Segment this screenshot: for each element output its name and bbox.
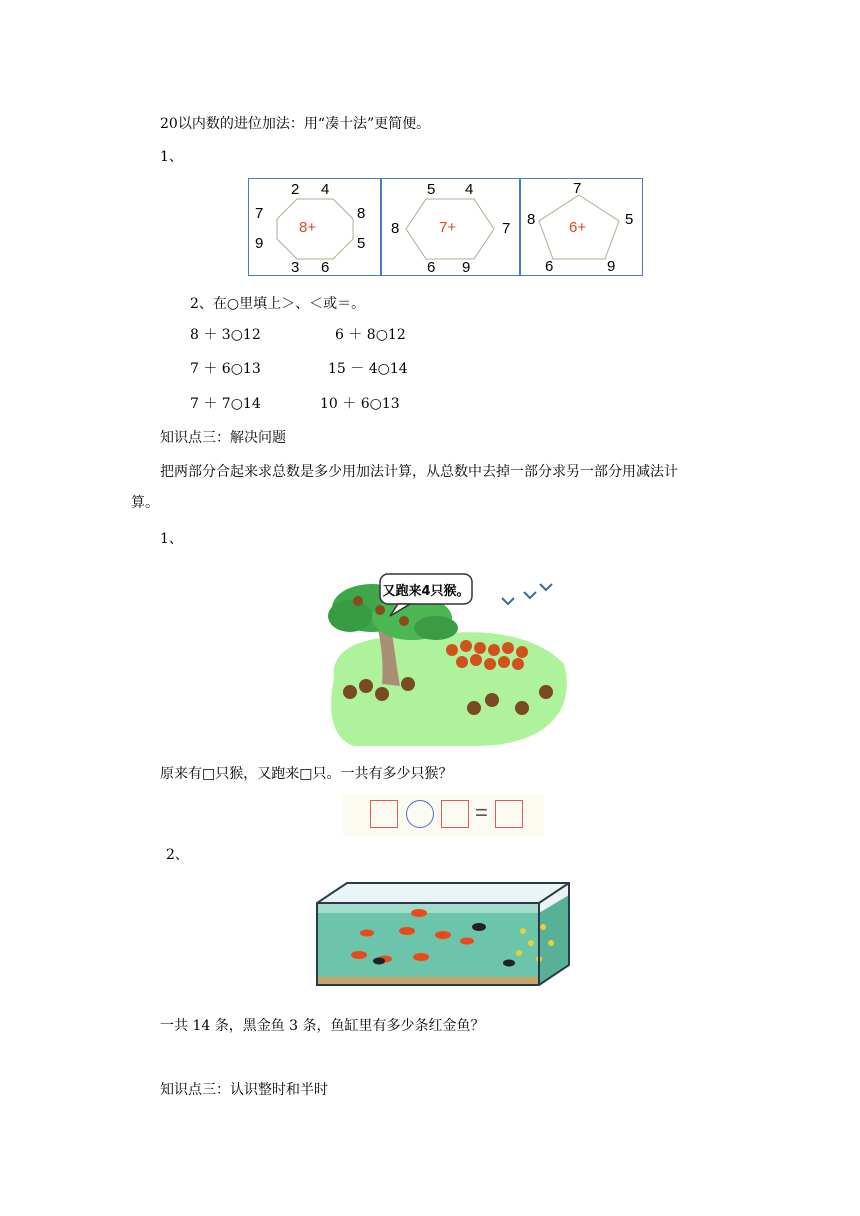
solve-description: 把两部分合起来求总数是多少用加法计算，从总数中去掉一部分求另一部分用减法计	[160, 464, 678, 480]
section-title-solve: 知识点三：解决问题	[160, 430, 286, 446]
monkey-illustration	[324, 568, 574, 748]
section-title-clock: 知识点三：认识整时和半时	[160, 1082, 328, 1098]
octagon-number: 8	[357, 205, 366, 222]
pentagon-number: 8	[527, 211, 536, 228]
hexagon-number: 6	[427, 259, 436, 276]
octagon-box	[248, 178, 381, 276]
octagon-number: 3	[291, 259, 300, 276]
octagon-number: 6	[321, 259, 330, 276]
fish-tank-illustration	[299, 871, 591, 1004]
question-1-label: 1、	[160, 149, 183, 165]
answer-box[interactable]	[495, 800, 523, 828]
intro-line: 20以内数的进位加法：用“凑十法”更简便。	[160, 116, 431, 132]
compare-left: 7 ＋ 6○13	[190, 361, 261, 377]
hexagon-number: 7	[502, 220, 511, 237]
monkey-question: 原来有□只猴，又跑来□只。一共有多少只猴？	[160, 766, 453, 782]
solve-description-cont: 算。	[131, 495, 159, 511]
speech-bubble-text: 又跑来4只猴。	[382, 584, 470, 599]
fish-tank	[299, 871, 591, 1004]
compare-right: 10 ＋ 6○13	[320, 396, 400, 412]
compare-right: 15 － 4○14	[328, 361, 408, 377]
hexagon-number: 5	[427, 181, 436, 198]
monkey-scene	[324, 568, 574, 748]
hexagon-number: 4	[465, 181, 474, 198]
compare-left: 8 ＋ 3○12	[190, 327, 261, 343]
hexagon-number: 8	[391, 220, 400, 237]
hexagon-center-label: 7+	[439, 219, 457, 236]
answer-box[interactable]	[441, 800, 469, 828]
problem-1-label: 1、	[160, 531, 183, 547]
compare-right: 6 ＋ 8○12	[335, 327, 406, 343]
octagon-center-label: 8+	[299, 219, 317, 236]
octagon-number: 4	[321, 181, 330, 198]
pentagon-number: 5	[625, 211, 634, 228]
pentagon-center-label: 6+	[569, 219, 587, 236]
octagon-number: 5	[357, 235, 366, 252]
hexagon-box	[381, 178, 520, 276]
pentagon-number: 6	[545, 258, 554, 275]
fish-question: 一共 14 条，黑金鱼 3 条，鱼缸里有多少条红金鱼？	[160, 1018, 485, 1034]
equation-answer-row	[343, 794, 544, 836]
pentagon-number: 9	[607, 258, 616, 275]
pentagon-box	[520, 178, 643, 276]
octagon-number: 7	[255, 205, 264, 222]
problem-2-label: 2、	[166, 847, 189, 863]
octagon-number: 2	[291, 181, 300, 198]
compare-left: 7 ＋ 7○14	[190, 396, 261, 412]
pentagon-number: 7	[573, 180, 582, 197]
equals-sign: =	[475, 800, 488, 825]
answer-box[interactable]	[370, 800, 398, 828]
hexagon-number: 9	[462, 259, 471, 276]
operator-circle[interactable]	[406, 800, 434, 828]
question-2-title: 2、在○里填上＞、＜或＝。	[190, 296, 366, 312]
octagon-number: 9	[255, 235, 264, 252]
